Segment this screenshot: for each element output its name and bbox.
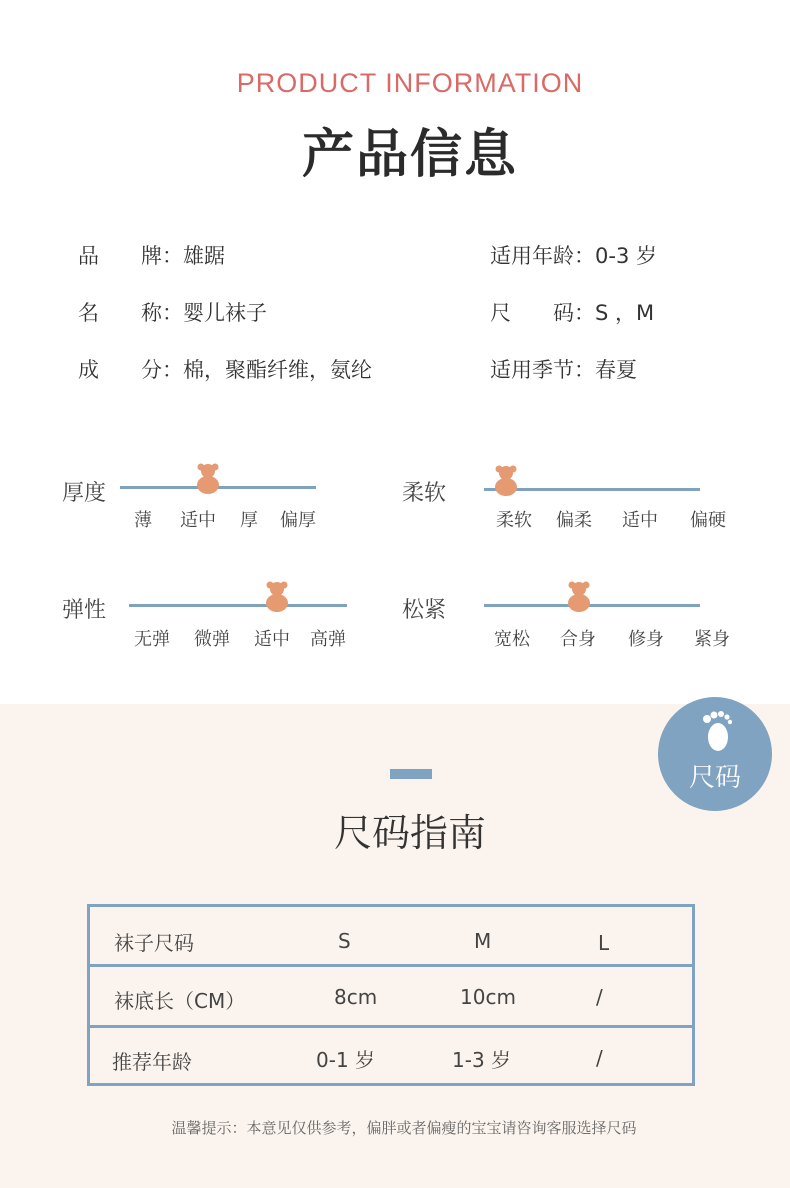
table-cell: 1-3 岁 — [452, 1048, 512, 1072]
thickness-tick: 偏厚 — [280, 510, 316, 531]
size-table — [87, 904, 695, 1086]
fit-tick: 紧身 — [694, 629, 730, 650]
thickness-marker-bear-icon — [194, 462, 222, 494]
table-cell: L — [598, 931, 610, 955]
table-cell: / — [596, 985, 603, 1009]
fit-tick: 宽松 — [494, 629, 530, 650]
age-label: 适用年龄： — [490, 244, 595, 268]
table-cell: S — [338, 929, 351, 953]
thickness-tick: 厚 — [240, 510, 258, 531]
softness-tick: 偏硬 — [690, 510, 726, 531]
table-cell: 0-1 岁 — [316, 1048, 376, 1072]
size-label: 尺 码： — [490, 301, 595, 325]
thickness-tick: 薄 — [134, 510, 152, 531]
chinese-title: 产品信息 — [301, 125, 518, 185]
thickness-tick: 适中 — [180, 510, 216, 531]
elasticity-tick: 高弹 — [310, 629, 346, 650]
table-cell: / — [596, 1046, 603, 1070]
material-value: 棉，聚酯纤维，氨纶 — [183, 358, 372, 382]
table-cell: 袜底长（CM） — [114, 989, 246, 1013]
foot-icon — [700, 709, 732, 753]
fit-label: 松紧 — [402, 598, 447, 623]
age-row — [490, 240, 657, 270]
size-guide-title: 尺码指南 — [333, 811, 486, 855]
thickness-label: 厚度 — [62, 481, 107, 506]
softness-tick: 适中 — [622, 510, 658, 531]
season-row — [490, 354, 637, 384]
name-label: 名 称： — [78, 301, 183, 325]
elasticity-marker-bear-icon — [263, 580, 291, 612]
elasticity-scale-bar — [129, 604, 347, 607]
material-label: 成 分： — [78, 358, 183, 382]
table-cell: 10cm — [460, 985, 516, 1009]
brand-label: 品 牌： — [78, 244, 183, 268]
badge-text: 尺码 — [688, 763, 741, 793]
elasticity-label: 弹性 — [62, 598, 107, 623]
elasticity-tick: 微弹 — [194, 629, 230, 650]
size-row — [490, 297, 654, 327]
age-value: 0-3 岁 — [595, 244, 657, 268]
softness-marker-bear-icon — [492, 464, 520, 496]
season-label: 适用季节： — [490, 358, 595, 382]
fit-marker-bear-icon — [565, 580, 593, 612]
table-cell: 推荐年龄 — [112, 1050, 192, 1074]
season-value: 春夏 — [595, 358, 637, 382]
brand-value: 雄踞 — [183, 244, 225, 268]
name-row — [78, 297, 267, 327]
elasticity-tick: 适中 — [254, 629, 290, 650]
table-cell: M — [474, 929, 492, 953]
softness-tick: 偏柔 — [556, 510, 592, 531]
name-value: 婴儿袜子 — [183, 301, 267, 325]
fit-tick: 修身 — [628, 629, 664, 650]
tip-note: 温馨提示：本意见仅供参考，偏胖或者偏瘦的宝宝请咨询客服选择尺码 — [171, 1119, 637, 1137]
material-row — [78, 354, 372, 384]
fit-tick: 合身 — [560, 629, 596, 650]
elasticity-tick: 无弹 — [134, 629, 170, 650]
table-row — [90, 967, 692, 1024]
size-badge — [658, 697, 772, 811]
section-divider — [390, 769, 432, 779]
english-title: PRODUCT INFORMATION — [236, 68, 584, 98]
softness-label: 柔软 — [402, 481, 447, 506]
table-row — [90, 1028, 692, 1085]
size-value: S ，M — [595, 301, 655, 325]
table-cell: 8cm — [334, 985, 378, 1009]
brand-row — [78, 240, 225, 270]
table-cell: 袜子尺码 — [114, 931, 194, 955]
table-row — [90, 907, 692, 964]
softness-tick: 柔软 — [496, 510, 532, 531]
